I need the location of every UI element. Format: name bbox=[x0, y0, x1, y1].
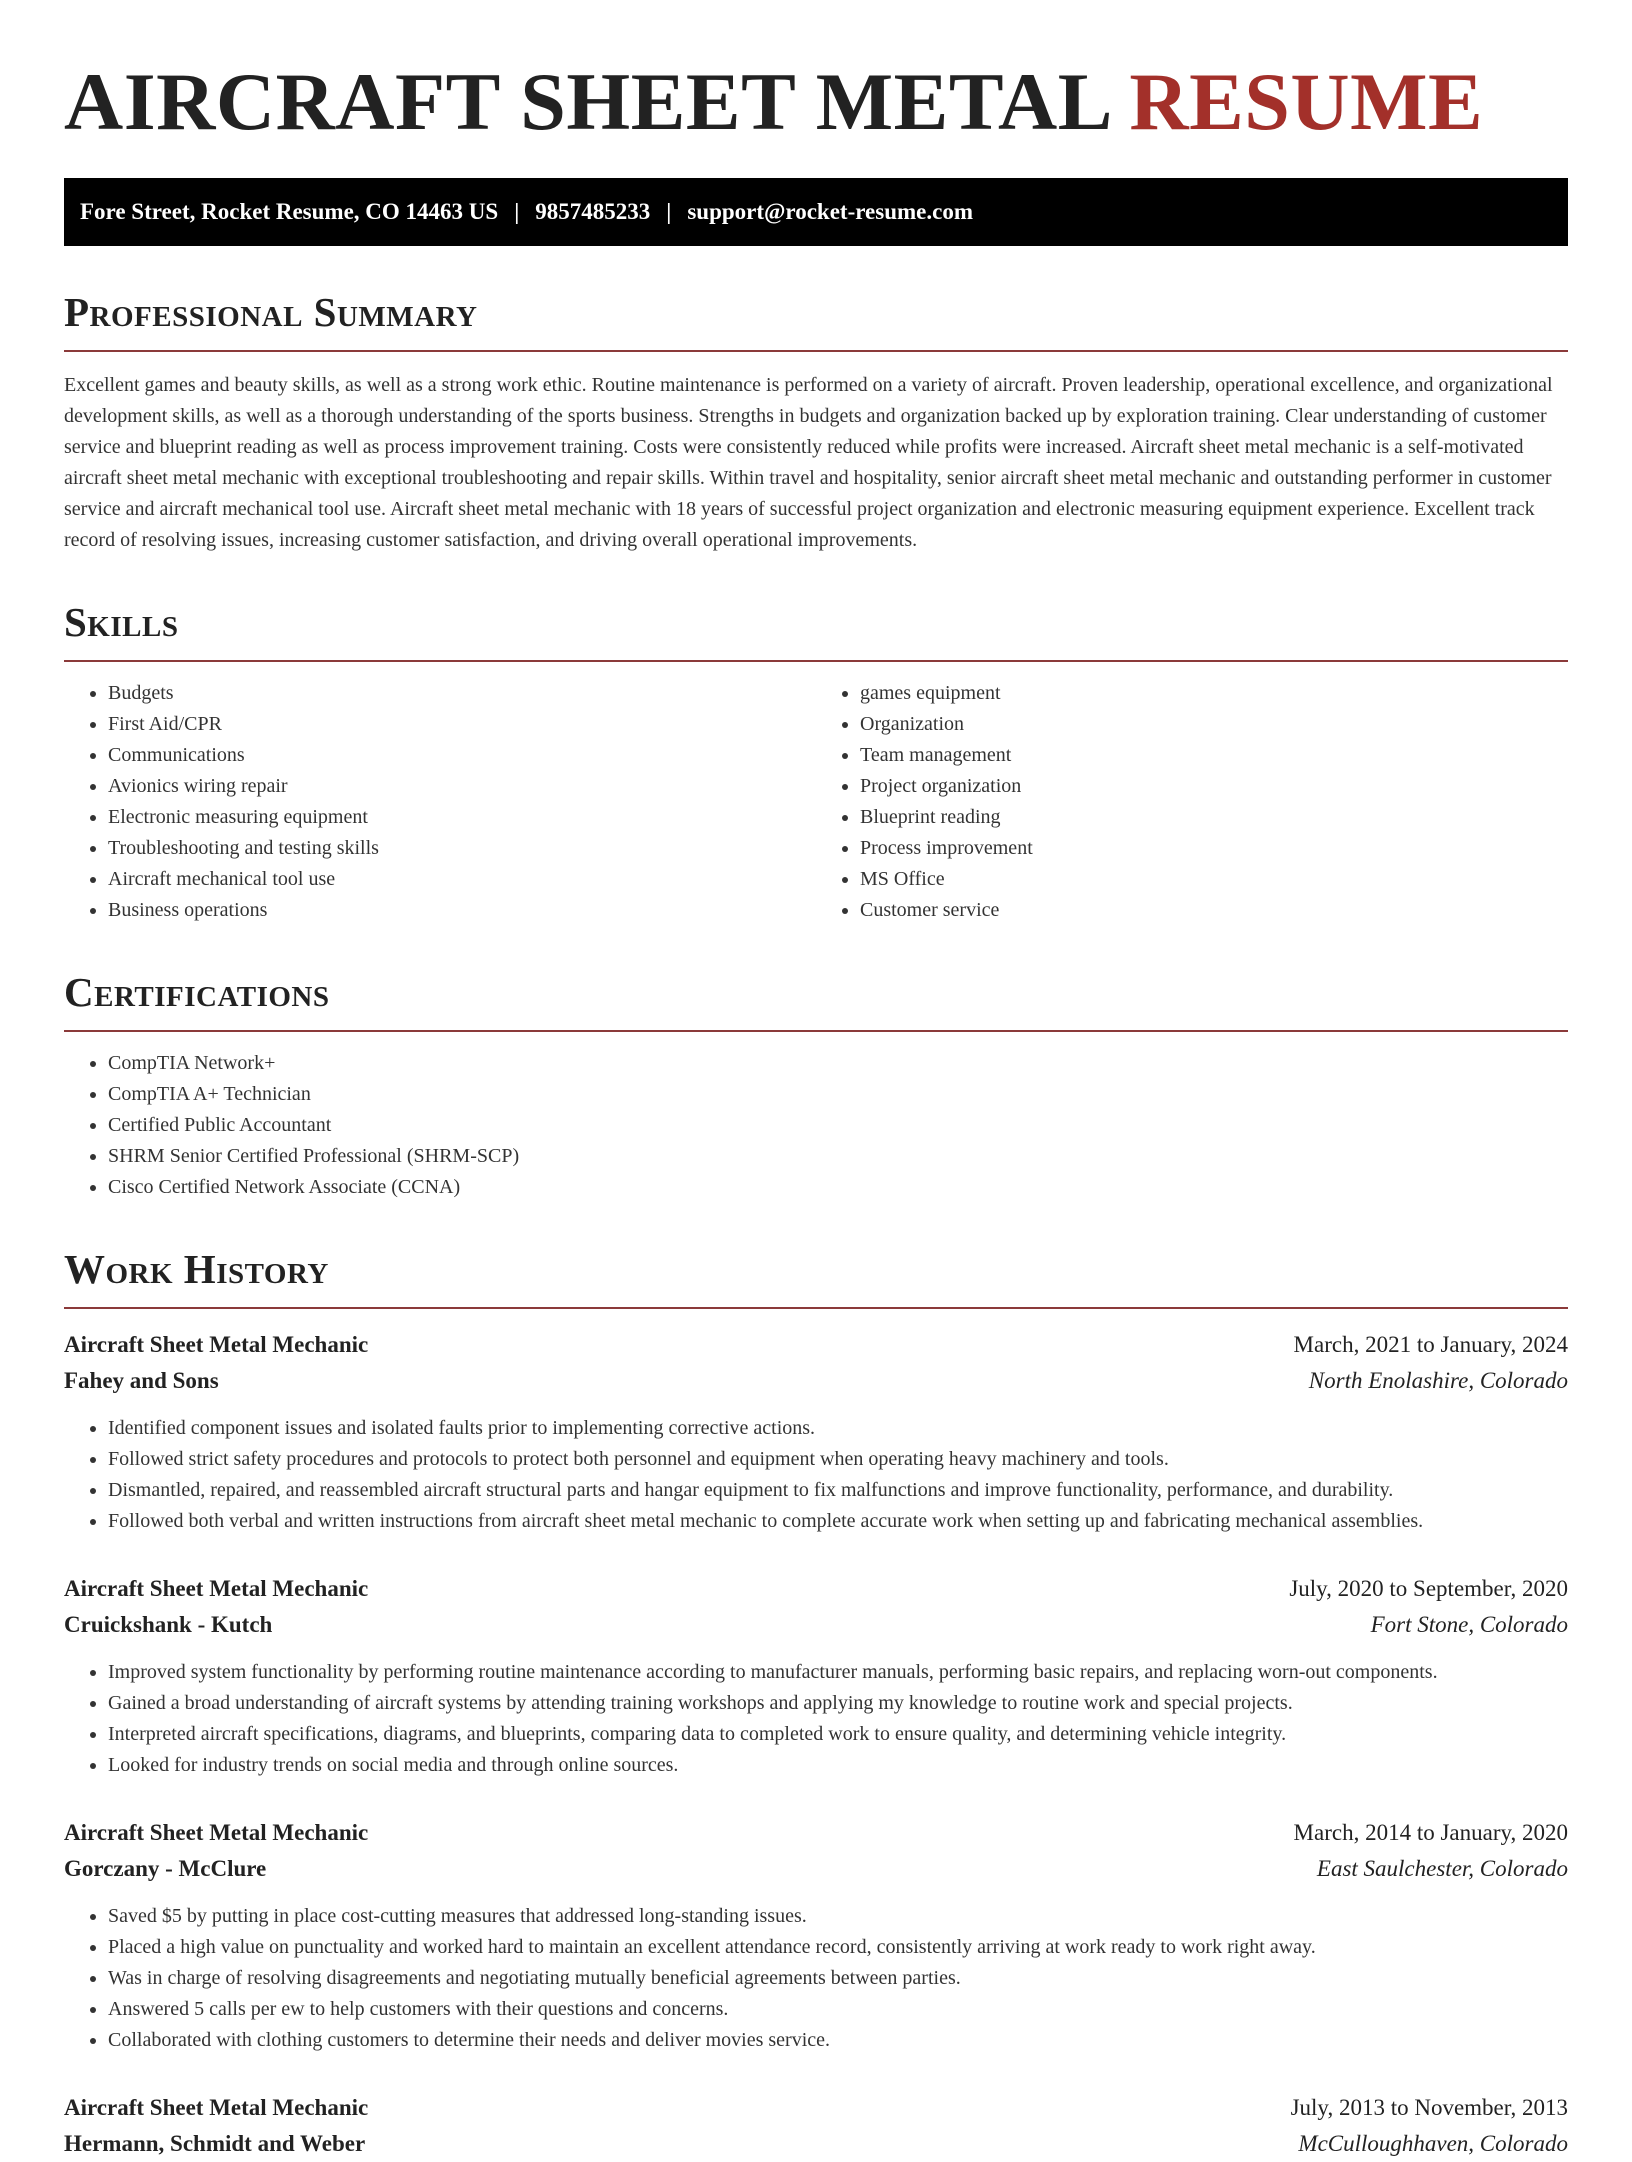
certification-item: • CompTIA Network+ bbox=[108, 1048, 1568, 1079]
job-location: McCulloughhaven, Colorado bbox=[1298, 2131, 1568, 2156]
skill-item: • Organization bbox=[860, 709, 1568, 740]
job-company-row bbox=[64, 1363, 1568, 1399]
skill-item: • Communications bbox=[108, 740, 816, 771]
skill-item: • Process improvement bbox=[860, 833, 1568, 864]
job-bullets bbox=[64, 1657, 1568, 1781]
job-entry bbox=[64, 1815, 1568, 2056]
job-entry bbox=[64, 1571, 1568, 1781]
job-title: Aircraft Sheet Metal Mechanic bbox=[64, 1332, 369, 1357]
skill-item: • Electronic measuring equipment bbox=[108, 802, 816, 833]
contact-separator: | bbox=[666, 199, 672, 224]
certification-item: • Cisco Certified Network Associate (CCNA) bbox=[108, 1172, 1568, 1203]
contact-address: Fore Street, Rocket Resume, CO 14463 US bbox=[80, 199, 499, 224]
job-header-row bbox=[64, 1815, 1568, 1851]
job-bullets bbox=[64, 1413, 1568, 1537]
skill-item: • Budgets bbox=[108, 678, 816, 709]
skills-right-list bbox=[816, 678, 1568, 926]
job-company: Fahey and Sons bbox=[64, 1368, 219, 1393]
certifications-heading: Certifications bbox=[64, 970, 1568, 1032]
skills-heading: Skills bbox=[64, 600, 1568, 662]
job-header-row bbox=[64, 1327, 1568, 1363]
job-dates: March, 2021 to January, 2024 bbox=[1293, 1332, 1568, 1357]
job-bullet: • Identified component issues and isolated faults prior to implementing corrective actions. bbox=[108, 1413, 1568, 1444]
skills-grid bbox=[64, 662, 1568, 926]
job-header-row bbox=[64, 1571, 1568, 1607]
job-bullet: • Interpreted aircraft specifications, diagrams, and blueprints, comparing data to completed work to ensure quality, and determining vehicle integrity. bbox=[108, 1719, 1568, 1750]
summary-text: Excellent games and beauty skills, as well as a strong work ethic. Routine maintenance is performed on a variety of aircraft. Proven leadership, operational excellence, and organizational development skills, as well as a thorough understanding of the sports business. Strengths in budgets and organization backed up by exploration training. Clear understanding of customer service and blueprint reading as well as process improvement training. Costs were consistently reduced while profits were increased. Aircraft sheet metal mechanic is a self-motivated aircraft sheet metal mechanic with exceptional troubleshooting and repair skills. Within travel and hospitality, senior aircraft sheet metal mechanic and outstanding performer in customer service and aircraft mechanical tool use. Aircraft sheet metal mechanic with 18 years of successful project organization and electronic measuring equipment experience. Excellent track record of resolving issues, increasing customer satisfaction, and driving overall operational improvements. bbox=[64, 374, 1553, 551]
skill-item: • Customer service bbox=[860, 895, 1568, 926]
job-bullet: • Improved system functionality by performing routine maintenance according to manufacturer manuals, performing basic repairs, and replacing worn-out components. bbox=[108, 1657, 1568, 1688]
title-main: AIRCRAFT SHEET METAL bbox=[64, 56, 1109, 147]
skill-item: • Aircraft mechanical tool use bbox=[108, 864, 816, 895]
job-company-row bbox=[64, 2126, 1568, 2162]
skill-item: • Business operations bbox=[108, 895, 816, 926]
resume-title bbox=[64, 0, 1568, 146]
job-bullet: • Saved $5 by putting in place cost-cutting measures that addressed long-standing issues. bbox=[108, 1901, 1568, 1932]
job-dates: July, 2013 to November, 2013 bbox=[1290, 2095, 1568, 2120]
skill-item: • Blueprint reading bbox=[860, 802, 1568, 833]
job-bullets bbox=[64, 1901, 1568, 2056]
title-accent: RESUME bbox=[1129, 56, 1484, 147]
certifications-list bbox=[64, 1048, 1568, 1203]
job-bullet: • Gained a broad understanding of aircraft systems by attending training workshops and applying my knowledge to routine work and special projects. bbox=[108, 1688, 1568, 1719]
job-bullet: • Followed both verbal and written instructions from aircraft sheet metal mechanic to complete accurate work when setting up and fabricating mechanical assemblies. bbox=[108, 1506, 1568, 1537]
job-location: North Enolashire, Colorado bbox=[1308, 1368, 1568, 1393]
job-bullet: • Looked for industry trends on social media and through online sources. bbox=[108, 1750, 1568, 1781]
job-header-row bbox=[64, 2090, 1568, 2126]
certifications-section bbox=[64, 970, 1568, 1203]
job-company: Gorczany - McClure bbox=[64, 1856, 267, 1881]
summary-section bbox=[64, 290, 1568, 556]
skill-item: • games equipment bbox=[860, 678, 1568, 709]
job-bullet: • Dismantled, repaired, and reassembled aircraft structural parts and hangar equipment to fix malfunctions and improve functionality, performance, and durability. bbox=[108, 1475, 1568, 1506]
job-dates: March, 2014 to January, 2020 bbox=[1293, 1820, 1568, 1845]
job-company: Hermann, Schmidt and Weber bbox=[64, 2131, 366, 2156]
job-entry bbox=[64, 1327, 1568, 1537]
job-bullet: • Was in charge of resolving disagreements and negotiating mutually beneficial agreements between parties. bbox=[108, 1963, 1568, 1994]
job-title: Aircraft Sheet Metal Mechanic bbox=[64, 2095, 369, 2120]
job-bullet: • Followed strict safety procedures and protocols to protect both personnel and equipment when operating heavy machinery and tools. bbox=[108, 1444, 1568, 1475]
job-bullet: • Answered 5 calls per ew to help customers with their questions and concerns. bbox=[108, 1994, 1568, 2025]
job-title: Aircraft Sheet Metal Mechanic bbox=[64, 1576, 369, 1601]
job-location: Fort Stone, Colorado bbox=[1370, 1612, 1568, 1637]
contact-email: support@rocket-resume.com bbox=[687, 199, 973, 224]
work-history-heading: Work History bbox=[64, 1247, 1568, 1309]
job-location: East Saulchester, Colorado bbox=[1316, 1856, 1568, 1881]
skill-item: • Avionics wiring repair bbox=[108, 771, 816, 802]
skill-item: • Troubleshooting and testing skills bbox=[108, 833, 816, 864]
contact-phone: 9857485233 bbox=[535, 199, 651, 224]
certification-item: • CompTIA A+ Technician bbox=[108, 1079, 1568, 1110]
job-entry bbox=[64, 2090, 1568, 2162]
summary-heading: Professional Summary bbox=[64, 290, 1568, 352]
job-company: Cruickshank - Kutch bbox=[64, 1612, 273, 1637]
job-title: Aircraft Sheet Metal Mechanic bbox=[64, 1820, 369, 1845]
job-bullet: • Collaborated with clothing customers to determine their needs and deliver movies service. bbox=[108, 2025, 1568, 2056]
job-company-row bbox=[64, 1607, 1568, 1643]
certification-item: • Certified Public Accountant bbox=[108, 1110, 1568, 1141]
contact-bar bbox=[64, 178, 1568, 246]
job-bullet: • Placed a high value on punctuality and worked hard to maintain an excellent attendance record, consistently arriving at work ready to work right away. bbox=[108, 1932, 1568, 1963]
job-company-row bbox=[64, 1851, 1568, 1887]
skill-item: • Project organization bbox=[860, 771, 1568, 802]
skills-left-list bbox=[64, 678, 816, 926]
certification-item: • SHRM Senior Certified Professional (SHRM-SCP) bbox=[108, 1141, 1568, 1172]
contact-separator: | bbox=[514, 199, 520, 224]
work-history-section bbox=[64, 1247, 1568, 2162]
skill-item: • First Aid/CPR bbox=[108, 709, 816, 740]
job-dates: July, 2020 to September, 2020 bbox=[1289, 1576, 1568, 1601]
skills-section bbox=[64, 600, 1568, 926]
skill-item: • MS Office bbox=[860, 864, 1568, 895]
skill-item: • Team management bbox=[860, 740, 1568, 771]
